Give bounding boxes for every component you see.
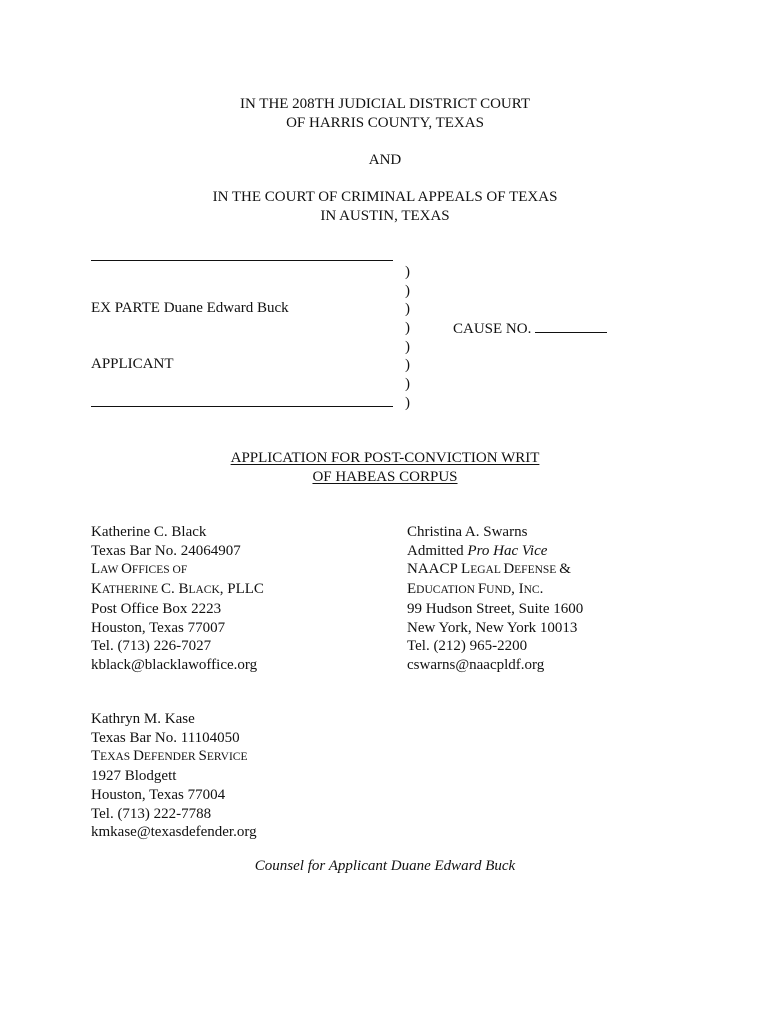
paren: ) bbox=[405, 338, 410, 355]
title-line-1: APPLICATION FOR POST-CONVICTION WRIT bbox=[230, 450, 540, 466]
cause-label: CAUSE NO. bbox=[453, 321, 532, 337]
telephone: Tel. (713) 222-7788 bbox=[91, 805, 212, 822]
caption-bottom-rule bbox=[91, 406, 393, 407]
caption-paren-column bbox=[405, 263, 410, 413]
bar-number: Texas Bar No. 11104050 bbox=[91, 729, 240, 746]
address-line-1: 1927 Blodgett bbox=[91, 768, 177, 785]
counsel-name: Kathryn M. Kase bbox=[91, 711, 195, 727]
paren: ) bbox=[405, 394, 410, 411]
cause-number bbox=[453, 318, 607, 338]
title-line-2: OF HABEAS CORPUS bbox=[312, 469, 458, 485]
counsel-name: Christina A. Swarns bbox=[407, 524, 528, 540]
court-heading bbox=[0, 95, 770, 133]
heading-line-1: IN THE 208TH JUDICIAL DISTRICT COURT bbox=[239, 96, 531, 112]
org-line-1: NAACP LEGAL DEFENSE & bbox=[407, 561, 571, 578]
telephone: Tel. (713) 226-7027 bbox=[91, 638, 212, 655]
address-line-1: 99 Hudson Street, Suite 1600 bbox=[407, 600, 584, 617]
paren: ) bbox=[405, 301, 410, 318]
paren: ) bbox=[405, 376, 410, 393]
caption-party: EX PARTE Duane Edward Buck bbox=[91, 300, 289, 316]
address-line-1: Post Office Box 2223 bbox=[91, 600, 222, 617]
paren: ) bbox=[405, 320, 410, 337]
document-title bbox=[0, 449, 770, 487]
heading-line-3: AND bbox=[368, 152, 402, 168]
firm-line-1: LAW OFFICES OF bbox=[91, 561, 188, 578]
paren: ) bbox=[405, 264, 410, 280]
counsel-swarns-block bbox=[407, 523, 583, 675]
pro-hac-vice: Pro Hac Vice bbox=[467, 542, 548, 559]
address-line-2: Houston, Texas 77004 bbox=[91, 786, 226, 803]
org-line: TEXAS DEFENDER SERVICE bbox=[91, 748, 248, 765]
email: kblack@blacklawoffice.org bbox=[91, 656, 258, 673]
email: kmkase@texasdefender.org bbox=[91, 824, 257, 841]
address-line-2: New York, New York 10013 bbox=[407, 619, 578, 636]
email: cswarns@naacpldf.org bbox=[407, 656, 545, 673]
firm-line-2: KATHERINE C. BLACK, PLLC bbox=[91, 581, 264, 598]
heading-line-5: IN AUSTIN, TEXAS bbox=[320, 208, 450, 224]
appeals-heading bbox=[0, 188, 770, 226]
paren: ) bbox=[405, 282, 410, 299]
heading-and bbox=[0, 151, 770, 170]
admission-line: Admitted Pro Hac Vice bbox=[407, 542, 548, 559]
paren: ) bbox=[405, 357, 410, 374]
bar-number: Texas Bar No. 24064907 bbox=[91, 542, 241, 559]
heading-line-4: IN THE COURT OF CRIMINAL APPEALS OF TEXAS bbox=[212, 189, 558, 205]
org-line-2: EDUCATION FUND, INC. bbox=[407, 581, 544, 598]
telephone: Tel. (212) 965-2200 bbox=[407, 638, 528, 655]
counsel-black-block bbox=[91, 523, 264, 675]
counsel-kase-block bbox=[91, 710, 257, 842]
counsel-for-applicant: Counsel for Applicant Duane Edward Buck bbox=[254, 858, 516, 874]
counsel-name: Katherine C. Black bbox=[91, 524, 207, 540]
heading-line-2: OF HARRIS COUNTY, TEXAS bbox=[286, 115, 484, 131]
caption-role: APPLICANT bbox=[91, 356, 174, 372]
cause-number-blank bbox=[535, 318, 607, 333]
address-line-2: Houston, Texas 77007 bbox=[91, 619, 226, 636]
caption-top-rule bbox=[91, 260, 393, 261]
